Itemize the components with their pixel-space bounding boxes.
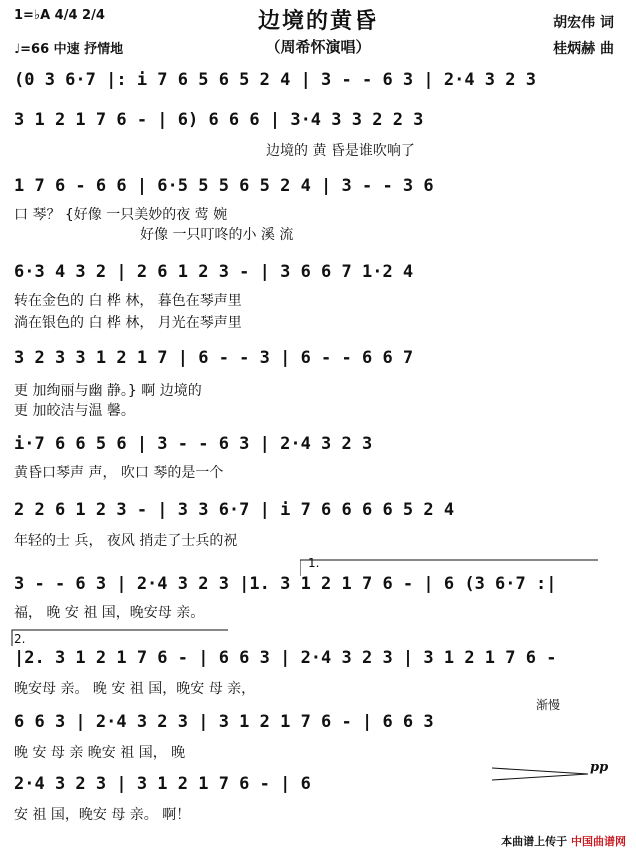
notation-line-5: 3 2 3 3 1 2 1 7 | 6 - - 3 | 6 - - 6 6 7 bbox=[14, 348, 414, 368]
site-logo: 中国曲谱网 bbox=[571, 835, 626, 848]
footer-uploader-text: 本曲谱上传于 bbox=[501, 835, 568, 848]
lyric-line-3b: 好像 一只叮咚的小 溪 流 bbox=[140, 227, 294, 243]
notation-line-6: i·7 6 6 5 6 | 3 - - 6 3 | 2·4 3 2 3 bbox=[14, 434, 373, 454]
lyric-line-11a: 安 祖 国，晚安 母 亲。 啊！ bbox=[14, 807, 191, 823]
notation-line-4: 6·3 4 3 2 | 2 6 1 2 3 - | 3 6 6 7 1·2 4 bbox=[14, 262, 414, 282]
lyric-line-9a: 晚安母 亲。 晚 安 祖 国，晚安 母 亲， bbox=[14, 681, 256, 697]
notation-line-10: 6 6 3 | 2·4 3 2 3 | 3 1 2 1 7 6 - | 6 6 3 bbox=[14, 712, 434, 732]
lyric-line-6a: 黄昏口琴声 声， 吹口 琴的是一个 bbox=[14, 465, 224, 481]
dynamic-pp-mark: pp bbox=[590, 760, 609, 775]
lyric-line-5a: 更 加绚丽与幽 静。} 啊 边境的 bbox=[14, 383, 202, 399]
notation-line-9: |2. 3 1 2 1 7 6 - | 6 6 3 | 2·4 3 2 3 | 3 1 2 1 7 6 - bbox=[14, 648, 557, 668]
decrescendo-hairpin bbox=[492, 764, 592, 784]
page-title: 边境的黄昏 bbox=[257, 8, 378, 34]
notation-line-3: 1 7 6 - 6 6 | 6·5 5 5 6 5 2 4 | 3 - - 3 6 bbox=[14, 176, 434, 196]
notation-line-1: (0 3 6·7 |: i 7 6 5 6 5 2 4 | 3 - - 6 3 | 2·4 3 2 3 bbox=[14, 70, 536, 90]
volta-2-mark: 2. bbox=[14, 632, 26, 646]
lyric-line-3a: 口 琴？ {好像 一只美妙的夜 莺 婉 bbox=[14, 207, 228, 223]
lyric-line-10a: 晚 安 母 亲 晚安 祖 国， 晚 bbox=[14, 745, 186, 761]
lyric-line-2a: 边境的 黄 昏是谁吹响了 bbox=[266, 143, 415, 159]
slow-down-mark: 渐慢 bbox=[536, 698, 561, 712]
notation-line-7: 2 2 6 1 2 3 - | 3 3 6·7 | i 7 6 6 6 6 5 2 4 bbox=[14, 500, 455, 520]
notation-line-8: 3 - - 6 3 | 2·4 3 2 3 |1. 3 1 2 1 7 6 - | 6 (3 6·7 :| bbox=[14, 574, 557, 594]
lyric-line-8a: 福， 晚 安 祖 国，晚安母 亲。 bbox=[14, 605, 205, 621]
volta-2-bracket bbox=[10, 628, 230, 648]
key-signature: 1=♭A 4/4 2/4 bbox=[14, 8, 105, 23]
lyric-line-5b: 更 加皎洁与温 馨。 bbox=[14, 403, 135, 419]
volta-1-bracket bbox=[300, 558, 600, 578]
lyric-line-7a: 年轻的士 兵， 夜风 捎走了士兵的祝 bbox=[14, 533, 238, 549]
notation-line-11: 2·4 3 2 3 | 3 1 2 1 7 6 - | 6 bbox=[14, 774, 311, 794]
footer-watermark bbox=[501, 833, 626, 849]
composer-credit: 桂炳赫 曲 bbox=[553, 41, 614, 57]
notation-line-2: 3 1 2 1 7 6 - | 6) 6 6 6 | 3·4 3 3 2 2 3 bbox=[14, 110, 424, 130]
page-subtitle: （周希怀演唱） bbox=[265, 38, 371, 56]
lyric-line-4b: 淌在银色的 白 桦 林， 月光在琴声里 bbox=[14, 315, 242, 331]
tempo-marking: ♩=66 中速 抒情地 bbox=[14, 42, 124, 57]
lyric-line-4a: 转在金色的 白 桦 林， 暮色在琴声里 bbox=[14, 293, 242, 309]
volta-1-mark: 1. bbox=[308, 556, 320, 570]
lyricist-credit: 胡宏伟 词 bbox=[553, 15, 614, 31]
